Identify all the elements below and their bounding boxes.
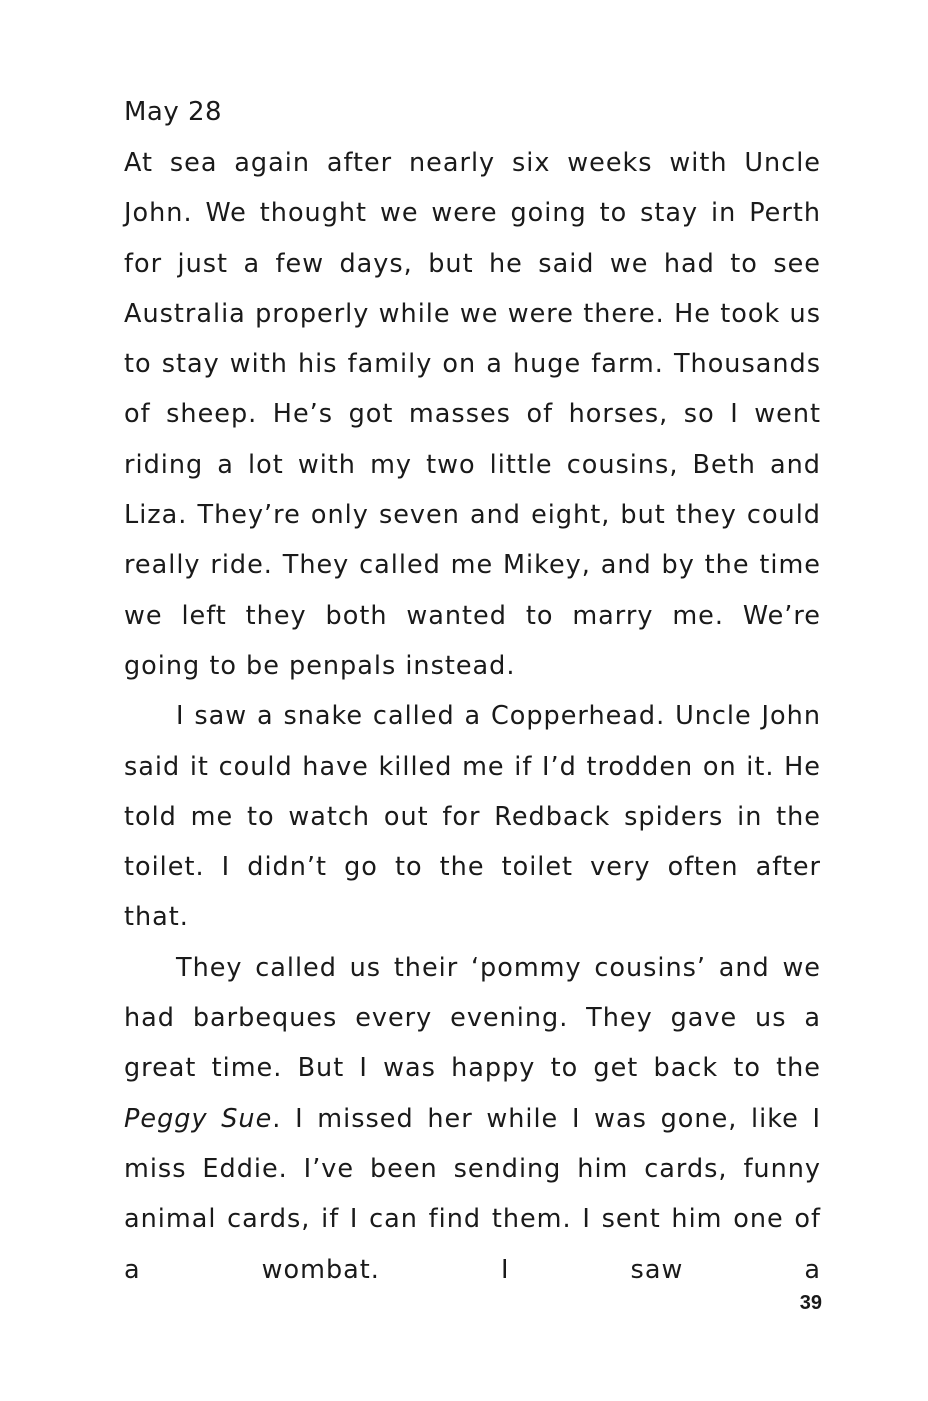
paragraph-farm-visit: At sea again after nearly six weeks with Uncle John. We thought we were going to stay in Perth for just a few days, but he said we had to see Australia properly while we were there. He took us to stay with his family on a huge farm. Thousands of sheep. He’s got masses of horses, so I went riding a lot with my two little cousins, Beth and Liza. They’re only seven and eight, but they could really ride. They called me Mikey, and by the time we left they both wanted to marry me. We’re going to be penpals instead. xyxy=(124,148,821,681)
paragraph-copperhead: I saw a snake called a Copperhead. Uncle John said it could have killed me if I’d trodden on it. He told me to watch out for Redback spiders in the toilet. I didn’t go to the toilet very often after that. xyxy=(124,701,821,933)
paragraph-peggy-sue xyxy=(124,943,821,1295)
paragraph-text-after: . I missed her while I was gone, like I miss Eddie. I’ve been sending him cards, funny animal cards, if I can find them. I sent him one of a wombat. I saw a xyxy=(124,1103,821,1285)
page-number: 39 xyxy=(799,1292,822,1314)
paragraph-text-before: They called us their ‘pommy cousins’ and we had barbeques every evening. They gave us a great time. But I was happy to get back to the xyxy=(124,952,821,1084)
entry-body xyxy=(124,138,821,1295)
entry-date: May 28 xyxy=(124,97,223,127)
ship-name: Peggy Sue xyxy=(124,1103,273,1134)
